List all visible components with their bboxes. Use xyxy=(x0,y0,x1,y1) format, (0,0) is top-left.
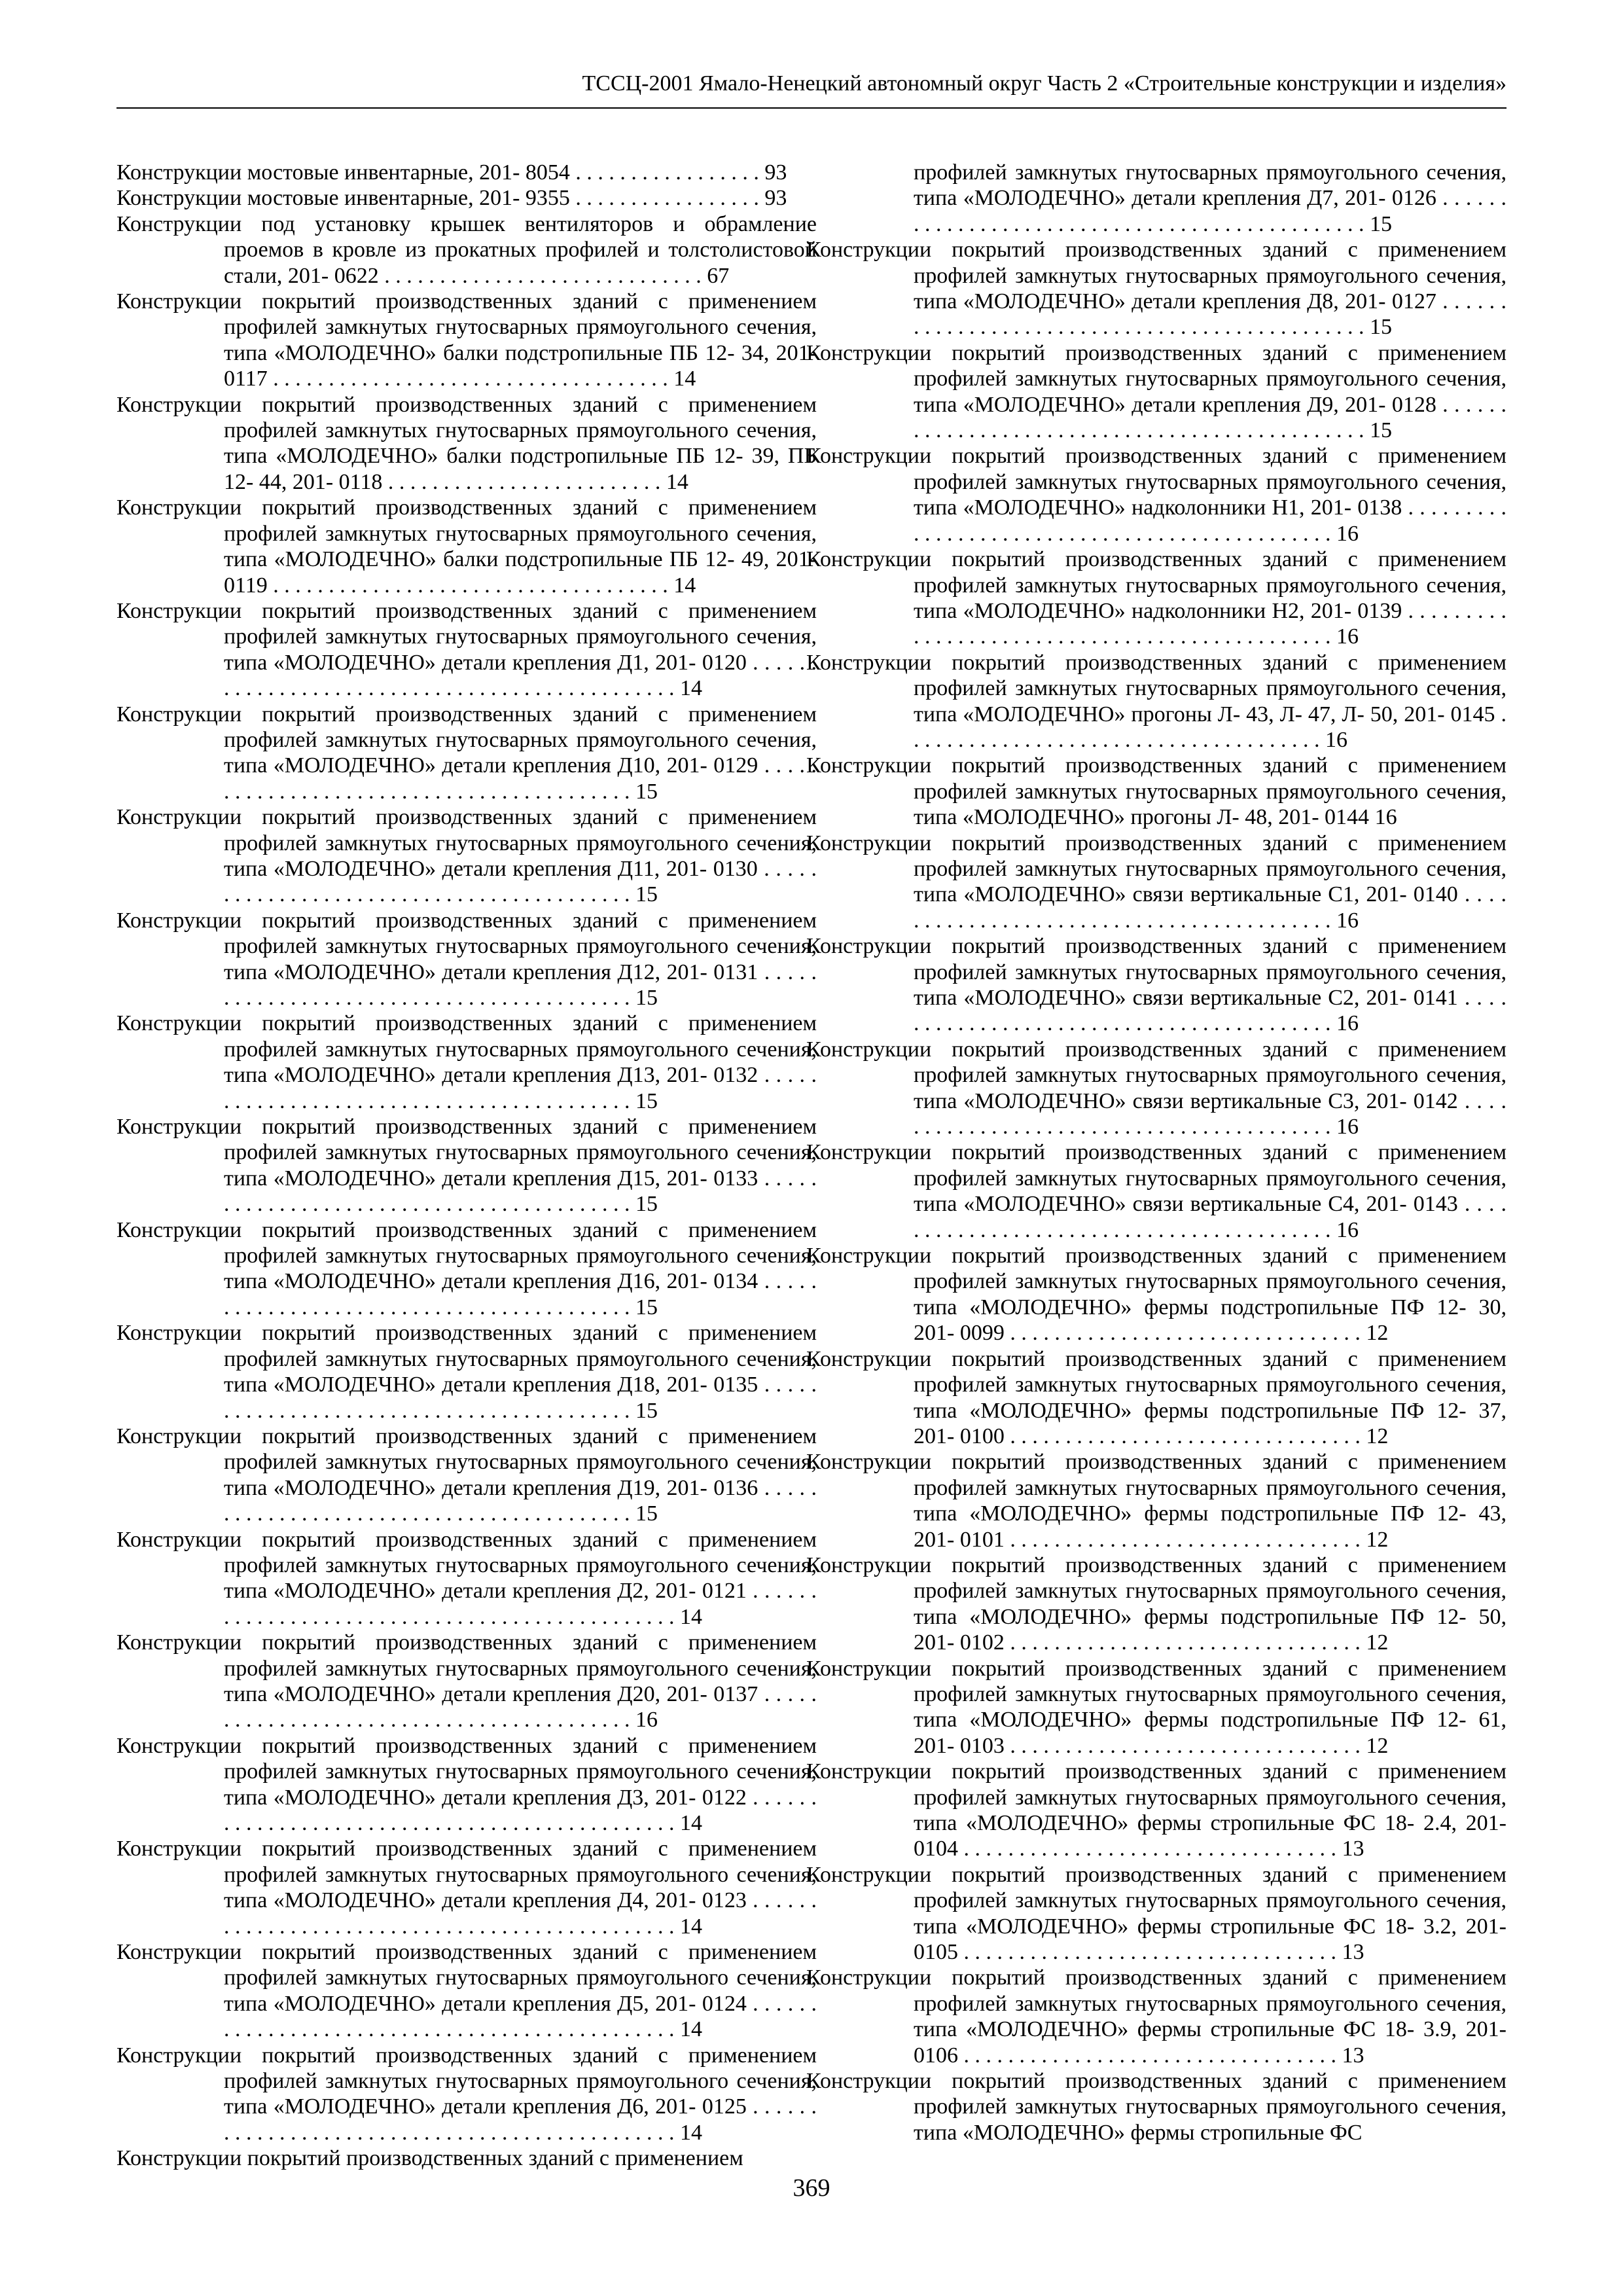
index-entry-page-ref: 15 xyxy=(1370,315,1392,340)
index-entry-text: Конструкции покрытий производственных зданий с применением xyxy=(116,2146,743,2171)
index-entry-text: Конструкции покрытий производственных зданий с применением профилей замкнутых гнутосварных прямоугольного сечения, типа «МОЛОДЕЧНО» детали крепления Д10, 201- 0129 . . . . . . . . . . . . . . . . . . . . . . . . . . . . . . . . . . . . . . . . . . xyxy=(116,702,817,804)
index-entry xyxy=(806,1965,1507,2068)
index-entry-text: Конструкции покрытий производственных зданий с применением профилей замкнутых гнутосварных прямоугольного сечения, типа «МОЛОДЕЧНО» детали крепления Д13, 201- 0132 . . . . . . . . . . . . . . . . . . . . . . . . . . . . . . . . . . . . . . . . . . xyxy=(116,1011,817,1113)
index-entry-page-ref: 16 xyxy=(1336,624,1359,649)
index-entry-page-ref: 16 xyxy=(1336,1217,1359,1242)
index-entry-text: Конструкции покрытий производственных зданий с применением профилей замкнутых гнутосварных прямоугольного сечения, типа «МОЛОДЕЧНО» балки подстропильные ПБ 12- 39, ПБ 12- 44, 201- 0118 . . . . . . . . . . . . . . . . . . . . . . . . . xyxy=(116,392,817,494)
index-entry xyxy=(806,237,1507,340)
index-entry xyxy=(806,831,1507,934)
index-entry-text: Конструкции покрытий производственных зданий с применением профилей замкнутых гнутосварных прямоугольного сечения, типа «МОЛОДЕЧНО» детали крепления Д6, 201- 0125 . . . . . . . . . . . . . . . . . . . . . . . . . . . . . . . . . . . . . . . . . . . . . . . xyxy=(116,2043,817,2145)
index-entry-page-ref: 12 xyxy=(1366,1527,1389,1552)
index-entry-page-ref: 16 xyxy=(1374,805,1397,830)
index-entry-text: Конструкции покрытий производственных зданий с применением профилей замкнутых гнутосварных прямоугольного сечения, типа «МОЛОДЕЧНО» детали крепления Д11, 201- 0130 . . . . . . . . . . . . . . . . . . . . . . . . . . . . . . . . . . . . . . . . . . xyxy=(116,805,817,907)
index-entry-page-ref: 14 xyxy=(680,2120,702,2145)
index-entry-text: Конструкции покрытий производственных зданий с применением профилей замкнутых гнутосварных прямоугольного сечения, типа «МОЛОДЕЧНО» связи вертикальные С3, 201- 0142 . . . . . . . . . . . . . . . . . . . . . . . . . . . . . . . . . . . . . . . . . . xyxy=(806,1037,1507,1139)
index-entry-text: Конструкции покрытий производственных зданий с применением профилей замкнутых гнутосварных прямоугольного сечения, типа «МОЛОДЕЧНО» фермы подстропильные ПФ 12- 61, 201- 0103 . . . . . . . . . . . . . . . . . . . . . . . . . . . . . . . . xyxy=(806,1656,1507,1758)
index-entry-text: Конструкции покрытий производственных зданий с применением профилей замкнутых гнутосварных прямоугольного сечения, типа «МОЛОДЕЧНО» детали крепления Д9, 201- 0128 . . . . . . . . . . . . . . . . . . . . . . . . . . . . . . . . . . . . . . . . . . . . . . . xyxy=(806,340,1507,443)
index-entry-text: Конструкции покрытий производственных зданий с применением профилей замкнутых гнутосварных прямоугольного сечения, типа «МОЛОДЕЧНО» надколонники Н1, 201- 0138 . . . . . . . . . . . . . . . . . . . . . . . . . . . . . . . . . . . . . . . . . . . . . . . xyxy=(806,444,1507,546)
index-entry xyxy=(116,908,817,1011)
index-entry xyxy=(116,1217,817,1321)
index-entry xyxy=(806,1552,1507,1656)
index-entry-text: Конструкции покрытий производственных зданий с применением профилей замкнутых гнутосварных прямоугольного сечения, типа «МОЛОДЕЧНО» детали крепления Д15, 201- 0133 . . . . . . . . . . . . . . . . . . . . . . . . . . . . . . . . . . . . . . . . . . xyxy=(116,1115,817,1217)
index-entry-text: Конструкции покрытий производственных зданий с применением профилей замкнутых гнутосварных прямоугольного сечения, типа «МОЛОДЕЧНО» детали крепления Д3, 201- 0122 . . . . . . . . . . . . . . . . . . . . . . . . . . . . . . . . . . . . . . . . . . . . . . . xyxy=(116,1733,817,1835)
running-header: ТССЦ-2001 Ямало-Ненецкий автономный округ Часть 2 «Строительные конструкции и изделия» xyxy=(116,64,1507,109)
index-entry xyxy=(116,1836,817,1939)
index-entry-page-ref: 93 xyxy=(764,186,787,211)
index-entry-text: Конструкции покрытий производственных зданий с применением профилей замкнутых гнутосварных прямоугольного сечения, типа «МОЛОДЕЧНО» детали крепления Д12, 201- 0131 . . . . . . . . . . . . . . . . . . . . . . . . . . . . . . . . . . . . . . . . . . xyxy=(116,908,817,1010)
index-entry-page-ref: 15 xyxy=(635,1398,658,1423)
index-entry-text: Конструкции покрытий производственных зданий с применением профилей замкнутых гнутосварных прямоугольного сечения, типа «МОЛОДЕЧНО» прогоны Л- 48, 201- 0144 xyxy=(806,753,1507,830)
index-entry-page-ref: 14 xyxy=(680,1811,702,1835)
index-entry-page-ref: 15 xyxy=(635,986,658,1010)
index-entry-page-ref: 15 xyxy=(635,1501,658,1526)
index-entry-page-ref: 15 xyxy=(1370,418,1392,443)
index-entry-text: Конструкции покрытий производственных зданий с применением профилей замкнутых гнутосварных прямоугольного сечения, типа «МОЛОДЕЧНО» фермы стропильные ФС 18- 2.4, 201- 0104 . . . . . . . . . . . . . . . . . . . . . . . . . . . . . . . . . . xyxy=(806,1759,1507,1861)
index-entry-page-ref: 13 xyxy=(1342,1837,1364,1861)
index-entry xyxy=(806,340,1507,444)
index-entry-page-ref: 16 xyxy=(1336,521,1359,546)
index-entry xyxy=(806,650,1507,753)
index-entry-text: профилей замкнутых гнутосварных прямоугольного сечения, типа «МОЛОДЕЧНО» детали крепления Д7, 201- 0126 . . . . . . . . . . . . . . . . . . . . . . . . . . . . . . . . . . . . . . . . . . . . . . . xyxy=(914,160,1507,236)
index-entry-page-ref: 16 xyxy=(1325,727,1347,752)
index-entry-text: Конструкции покрытий производственных зданий с применением профилей замкнутых гнутосварных прямоугольного сечения, типа «МОЛОДЕЧНО» фермы подстропильные ПФ 12- 30, 201- 0099 . . . . . . . . . . . . . . . . . . . . . . . . . . . . . . . . xyxy=(806,1244,1507,1346)
index-entry-text: Конструкции покрытий производственных зданий с применением профилей замкнутых гнутосварных прямоугольного сечения, типа «МОЛОДЕЧНО» фермы стропильные ФС xyxy=(806,2069,1507,2145)
index-entry-text: Конструкции покрытий производственных зданий с применением профилей замкнутых гнутосварных прямоугольного сечения, типа «МОЛОДЕЧНО» фермы подстропильные ПФ 12- 50, 201- 0102 . . . . . . . . . . . . . . . . . . . . . . . . . . . . . . . . xyxy=(806,1552,1507,1655)
index-entry xyxy=(116,185,817,211)
index-entry-text: Конструкции покрытий производственных зданий с применением профилей замкнутых гнутосварных прямоугольного сечения, типа «МОЛОДЕЧНО» детали крепления Д19, 201- 0136 . . . . . . . . . . . . . . . . . . . . . . . . . . . . . . . . . . . . . . . . . . xyxy=(116,1424,817,1526)
index-column-right xyxy=(806,160,1507,2145)
index-entry xyxy=(806,1759,1507,1862)
index-entry xyxy=(116,211,817,289)
index-entry-text: Конструкции под установку крышек вентиляторов и обрамление проемов в кровле из прокатных профилей и толстолистовой стали, 201- 0622 . . . . . . . . . . . . . . . . . . . . . . . . . . . . . xyxy=(116,211,817,288)
index-entry-page-ref: 15 xyxy=(635,1192,658,1217)
index-entry-text: Конструкции покрытий производственных зданий с применением профилей замкнутых гнутосварных прямоугольного сечения, типа «МОЛОДЕЧНО» детали крепления Д18, 201- 0135 . . . . . . . . . . . . . . . . . . . . . . . . . . . . . . . . . . . . . . . . . . xyxy=(116,1321,817,1423)
index-entry xyxy=(806,1037,1507,1140)
index-entry-page-ref: 14 xyxy=(680,1914,702,1939)
index-entry-text: Конструкции покрытий производственных зданий с применением профилей замкнутых гнутосварных прямоугольного сечения, типа «МОЛОДЕЧНО» детали крепления Д1, 201- 0120 . . . . . . . . . . . . . . . . . . . . . . . . . . . . . . . . . . . . . . . . . . . . . . . xyxy=(116,598,817,701)
index-entry-text: Конструкции покрытий производственных зданий с применением профилей замкнутых гнутосварных прямоугольного сечения, типа «МОЛОДЕЧНО» детали крепления Д4, 201- 0123 . . . . . . . . . . . . . . . . . . . . . . . . . . . . . . . . . . . . . . . . . . . . . . . xyxy=(116,1837,817,1939)
index-entry xyxy=(116,495,817,598)
index-entry xyxy=(116,1939,817,2043)
index-entry-text: Конструкции покрытий производственных зданий с применением профилей замкнутых гнутосварных прямоугольного сечения, типа «МОЛОДЕЧНО» связи вертикальные С1, 201- 0140 . . . . . . . . . . . . . . . . . . . . . . . . . . . . . . . . . . . . . . . . . . xyxy=(806,831,1507,933)
index-entry-page-ref: 14 xyxy=(673,367,696,391)
index-entry-page-ref: 15 xyxy=(635,882,658,907)
index-entry-page-ref: 13 xyxy=(1342,1940,1364,1965)
index-entry-text: Конструкции покрытий производственных зданий с применением профилей замкнутых гнутосварных прямоугольного сечения, типа «МОЛОДЕЧНО» надколонники Н2, 201- 0139 . . . . . . . . . . . . . . . . . . . . . . . . . . . . . . . . . . . . . . . . . . . . . . . xyxy=(806,547,1507,649)
index-entry-page-ref: 15 xyxy=(635,1295,658,1319)
index-entry-page-ref: 14 xyxy=(680,1604,702,1629)
index-entry xyxy=(806,160,1507,237)
index-entry-page-ref: 13 xyxy=(1342,2043,1364,2068)
index-entry xyxy=(116,1527,817,1630)
index-entry xyxy=(806,1243,1507,1346)
index-entry-page-ref: 12 xyxy=(1366,1733,1389,1758)
index-entry-text: Конструкции покрытий производственных зданий с применением профилей замкнутых гнутосварных прямоугольного сечения, типа «МОЛОДЕЧНО» связи вертикальные С2, 201- 0141 . . . . . . . . . . . . . . . . . . . . . . . . . . . . . . . . . . . . . . . . . . xyxy=(806,934,1507,1036)
index-entry xyxy=(806,753,1507,830)
index-entry-page-ref: 14 xyxy=(680,676,702,701)
index-entry-text: Конструкции покрытий производственных зданий с применением профилей замкнутых гнутосварных прямоугольного сечения, типа «МОЛОДЕЧНО» фермы стропильные ФС 18- 3.9, 201- 0106 . . . . . . . . . . . . . . . . . . . . . . . . . . . . . . . . . . xyxy=(806,1965,1507,2068)
index-entry xyxy=(116,1424,817,1527)
index-entry-text: Конструкции покрытий производственных зданий с применением профилей замкнутых гнутосварных прямоугольного сечения, типа «МОЛОДЕЧНО» детали крепления Д8, 201- 0127 . . . . . . . . . . . . . . . . . . . . . . . . . . . . . . . . . . . . . . . . . . . . . . . xyxy=(806,238,1507,340)
index-entry-page-ref: 12 xyxy=(1366,1424,1389,1448)
index-entry xyxy=(116,289,817,392)
index-entry xyxy=(806,1656,1507,1759)
index-entry-page-ref: 93 xyxy=(764,160,787,185)
page-number: 369 xyxy=(793,2174,830,2202)
index-entry xyxy=(806,2068,1507,2145)
index-entry xyxy=(116,1733,817,1837)
index-entry-text: Конструкции покрытий производственных зданий с применением профилей замкнутых гнутосварных прямоугольного сечения, типа «МОЛОДЕЧНО» фермы подстропильные ПФ 12- 37, 201- 0100 . . . . . . . . . . . . . . . . . . . . . . . . . . . . . . . . xyxy=(806,1346,1507,1448)
index-column-left xyxy=(116,160,817,2172)
index-entry-page-ref: 67 xyxy=(707,263,730,288)
index-entry xyxy=(116,804,817,908)
index-entry-text: Конструкции мостовые инвентарные, 201- 9355 . . . . . . . . . . . . . . . . . xyxy=(116,186,759,211)
index-entry-text: Конструкции покрытий производственных зданий с применением профилей замкнутых гнутосварных прямоугольного сечения, типа «МОЛОДЕЧНО» фермы подстропильные ПФ 12- 43, 201- 0101 . . . . . . . . . . . . . . . . . . . . . . . . . . . . . . . . xyxy=(806,1450,1507,1552)
index-entry-text: Конструкции покрытий производственных зданий с применением профилей замкнутых гнутосварных прямоугольного сечения, типа «МОЛОДЕЧНО» балки подстропильные ПБ 12- 34, 201- 0117 . . . . . . . . . . . . . . . . . . . . . . . . . . . . . . . . . . . . xyxy=(116,289,817,391)
index-entry-text: Конструкции покрытий производственных зданий с применением профилей замкнутых гнутосварных прямоугольного сечения, типа «МОЛОДЕЧНО» детали крепления Д16, 201- 0134 . . . . . . . . . . . . . . . . . . . . . . . . . . . . . . . . . . . . . . . . . . xyxy=(116,1217,817,1319)
index-entry xyxy=(116,702,817,805)
index-entry xyxy=(116,1114,817,1217)
index-entry xyxy=(806,1139,1507,1243)
index-entry-page-ref: 16 xyxy=(1336,1115,1359,1139)
index-entry xyxy=(806,443,1507,547)
index-entry xyxy=(806,933,1507,1037)
index-entry xyxy=(116,1630,817,1733)
index-entry xyxy=(116,2145,817,2171)
index-entry-page-ref: 15 xyxy=(635,1088,658,1113)
index-entry-text: Конструкции покрытий производственных зданий с применением профилей замкнутых гнутосварных прямоугольного сечения, типа «МОЛОДЕЧНО» балки подстропильные ПБ 12- 49, 201- 0119 . . . . . . . . . . . . . . . . . . . . . . . . . . . . . . . . . . . . xyxy=(116,495,817,598)
index-entry xyxy=(116,1011,817,1114)
index-entry-page-ref: 15 xyxy=(635,779,658,804)
index-entry xyxy=(116,160,817,185)
index-entry-page-ref: 12 xyxy=(1366,1630,1389,1655)
index-entry-page-ref: 14 xyxy=(673,573,696,598)
index-entry xyxy=(806,1862,1507,1965)
index-entry-text: Конструкции покрытий производственных зданий с применением профилей замкнутых гнутосварных прямоугольного сечения, типа «МОЛОДЕЧНО» связи вертикальные С4, 201- 0143 . . . . . . . . . . . . . . . . . . . . . . . . . . . . . . . . . . . . . . . . . . xyxy=(806,1140,1507,1242)
index-entry-page-ref: 16 xyxy=(635,1708,658,1732)
index-entry xyxy=(806,547,1507,650)
index-entry-page-ref: 16 xyxy=(1336,908,1359,933)
index-entry-text: Конструкции мостовые инвентарные, 201- 8054 . . . . . . . . . . . . . . . . . xyxy=(116,160,759,185)
index-entry xyxy=(116,598,817,702)
index-entry xyxy=(116,2043,817,2146)
index-entry-text: Конструкции покрытий производственных зданий с применением профилей замкнутых гнутосварных прямоугольного сечения, типа «МОЛОДЕЧНО» прогоны Л- 43, Л- 47, Л- 50, 201- 0145 . . . . . . . . . . . . . . . . . . . . . . . . . . . . . . . . . . . . . . xyxy=(806,650,1507,752)
index-entry-page-ref: 12 xyxy=(1366,1321,1389,1346)
index-entry-page-ref: 15 xyxy=(1370,211,1392,236)
index-entry xyxy=(806,1346,1507,1450)
index-entry-text: Конструкции покрытий производственных зданий с применением профилей замкнутых гнутосварных прямоугольного сечения, типа «МОЛОДЕЧНО» детали крепления Д5, 201- 0124 . . . . . . . . . . . . . . . . . . . . . . . . . . . . . . . . . . . . . . . . . . . . . . . xyxy=(116,1940,817,2042)
index-entry xyxy=(116,392,817,495)
index-entry-text: Конструкции покрытий производственных зданий с применением профилей замкнутых гнутосварных прямоугольного сечения, типа «МОЛОДЕЧНО» детали крепления Д20, 201- 0137 . . . . . . . . . . . . . . . . . . . . . . . . . . . . . . . . . . . . . . . . . . xyxy=(116,1630,817,1732)
index-entry-page-ref: 14 xyxy=(666,469,688,494)
index-entry xyxy=(116,1320,817,1424)
index-entry-page-ref: 14 xyxy=(680,2017,702,2042)
index-entry-text: Конструкции покрытий производственных зданий с применением профилей замкнутых гнутосварных прямоугольного сечения, типа «МОЛОДЕЧНО» фермы стропильные ФС 18- 3.2, 201- 0105 . . . . . . . . . . . . . . . . . . . . . . . . . . . . . . . . . . xyxy=(806,1862,1507,1965)
index-entry xyxy=(806,1449,1507,1552)
index-entry-page-ref: 16 xyxy=(1336,1011,1359,1036)
index-entry-text: Конструкции покрытий производственных зданий с применением профилей замкнутых гнутосварных прямоугольного сечения, типа «МОЛОДЕЧНО» детали крепления Д2, 201- 0121 . . . . . . . . . . . . . . . . . . . . . . . . . . . . . . . . . . . . . . . . . . . . . . . xyxy=(116,1527,817,1629)
